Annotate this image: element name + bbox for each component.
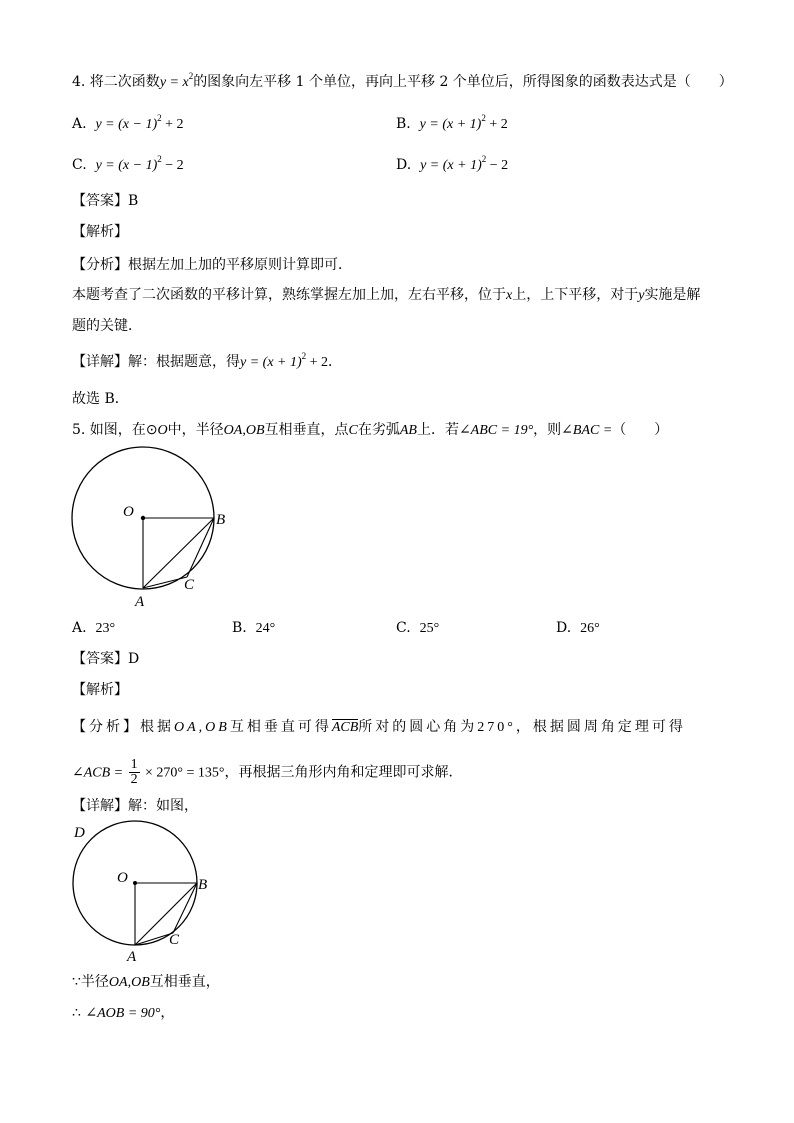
label-d: D [74, 825, 85, 841]
fraction-half: $\frac{1}{2}$ [130, 757, 138, 787]
label-o: O [117, 870, 128, 886]
center-point-o [133, 881, 137, 885]
label-a: A [135, 594, 145, 610]
chord-bc [173, 883, 197, 933]
label-b: B [198, 877, 208, 893]
q4-answer: 【答案】B [72, 193, 139, 209]
q5-step-2: ∴ ∠AOB = 90°， [72, 1005, 175, 1021]
q4-option-b[interactable]: B. $y = (x + 1)^2 + 2$ [396, 113, 508, 132]
center-point-o [141, 516, 145, 520]
q4-paragraph-line2: 题的关键． [72, 318, 142, 334]
q4-option-c[interactable]: C. $y = (x - 1)^2 - 2$ [72, 154, 184, 173]
chord-ab [143, 518, 214, 588]
q4-stem: 4. 将二次函数$y = x^2$的图象向左平移 1 个单位，再向上平移 2 个单位后，所得图象的函数表达式是（ ） [72, 71, 733, 90]
q5-xiangjie: 【详解】解：如图， [72, 798, 198, 814]
q4-paragraph-line1: 本题考查了二次函数的平移计算，熟练掌握左加上加，左右平移，位于x上，上下平移，对于y实施是解 [72, 287, 701, 303]
q4-analysis-heading: 【解析】 [72, 224, 128, 240]
q5-option-c[interactable]: C. 25° [396, 620, 440, 636]
label-o: O [123, 504, 134, 520]
label-c: C [169, 932, 180, 948]
q4-xiangjie: 【详解】解：根据题意，得$y = (x + 1)^2 + 2$． [72, 351, 343, 370]
chord-ac [143, 577, 187, 588]
q4-fenxi: 【分析】根据左加上加的平移原则计算即可． [72, 257, 352, 273]
q5-stem: 5. 如图，在⊙O中，半径OA,OB互相垂直，点C在劣弧AB上．若∠ABC = 19°，则∠BAC =（ ） [72, 422, 669, 438]
q5-equation: ∠ACB = $\frac{1}{2}$ × 270° = 135°，再根据三角形内角和定理即可求解． [72, 757, 463, 787]
q5-option-a[interactable]: A. 23° [72, 620, 116, 636]
q4-option-d[interactable]: D. $y = (x + 1)^2 - 2$ [396, 154, 509, 173]
chord-bc [187, 518, 214, 577]
circle-figure-2 [60, 820, 230, 970]
q5-step-1: ∵半径OA,OB互相垂直， [72, 974, 220, 990]
q5-fenxi: 【分析】根据OA,OB互相垂直可得ACB所对的圆心角为270°，根据圆周角定理可得 [72, 719, 686, 735]
q5-option-b[interactable]: B. 24° [232, 620, 276, 636]
q4-option-a[interactable]: A. $y = (x - 1)^2 + 2$ [72, 113, 184, 132]
q4-conclusion: 故选 B． [72, 391, 129, 407]
label-a: A [127, 949, 137, 965]
arc-acb: ACB [331, 720, 359, 735]
label-c: C [184, 577, 195, 593]
q5-option-d[interactable]: D. 26° [556, 620, 600, 636]
q5-answer: 【答案】D [72, 651, 140, 667]
q5-analysis-heading: 【解析】 [72, 682, 128, 698]
label-b: B [216, 512, 226, 528]
circle-figure-1 [60, 440, 240, 612]
